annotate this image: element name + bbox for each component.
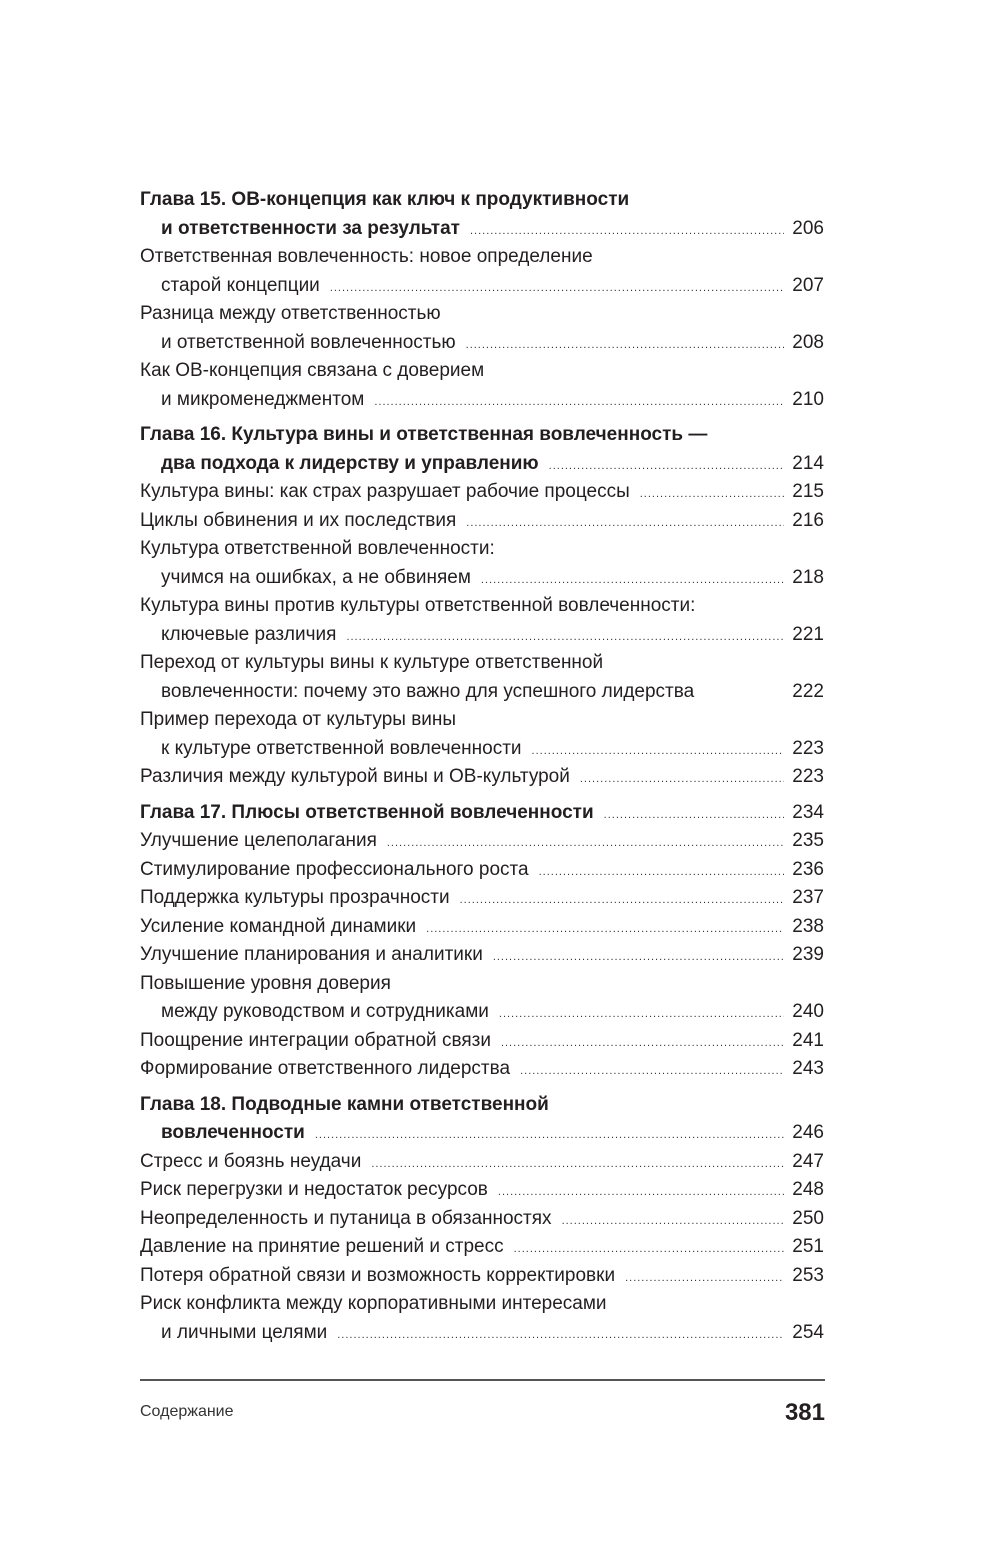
- toc-entry-title: Стимулирование профессионального роста: [140, 858, 529, 880]
- toc-page-number: 223: [792, 766, 824, 787]
- toc-page-number: 250: [792, 1207, 824, 1229]
- toc-section-entry[interactable]: [140, 856, 824, 885]
- toc-section-entry[interactable]: [140, 884, 824, 913]
- dot-leader: [315, 1121, 784, 1150]
- toc-entry-title: Улучшение планирования и аналитики: [140, 944, 483, 965]
- toc-page-number: 214: [792, 452, 824, 474]
- toc-page-number: 246: [792, 1122, 824, 1143]
- toc-entry-title: Глава 18. Подводные камни ответственной: [140, 1093, 549, 1115]
- toc-entry-title: Пример перехода от культуры вины: [140, 709, 457, 730]
- toc-entry-title: между руководством и сотрудниками: [161, 1001, 489, 1022]
- toc-entry-line: [140, 386, 824, 415]
- table-of-contents: [140, 186, 824, 1347]
- dot-leader: [460, 886, 785, 915]
- toc-entry-line: [140, 1233, 824, 1262]
- toc-page-number: 237: [792, 887, 824, 908]
- toc-page-number: 236: [792, 858, 824, 880]
- toc-section-entry[interactable]: [140, 1205, 824, 1234]
- dot-leader: [466, 331, 785, 360]
- toc-section-entry[interactable]: [140, 649, 824, 706]
- toc-entry-title: два подхода к лидерству и управлению: [161, 452, 539, 474]
- toc-section-entry[interactable]: [140, 763, 824, 792]
- toc-page-number: 223: [792, 737, 824, 759]
- toc-page-number: 208: [792, 331, 824, 353]
- dot-leader: [481, 566, 784, 595]
- toc-entry-line: [140, 1091, 824, 1120]
- toc-page-number: 215: [792, 481, 824, 502]
- dot-leader: [466, 509, 784, 538]
- toc-chapter-group: [140, 421, 824, 792]
- toc-entry-title: старой концепции: [161, 274, 320, 296]
- dot-leader: [580, 765, 784, 794]
- toc-entry-line: [140, 827, 824, 856]
- dot-leader: [604, 801, 785, 830]
- toc-entry-line: [140, 357, 824, 386]
- toc-entry-line: [140, 763, 824, 792]
- toc-chapter-group: [140, 799, 824, 1084]
- dot-leader: [532, 737, 785, 766]
- toc-entry-line: [140, 535, 824, 564]
- toc-page-number: 218: [792, 566, 824, 588]
- toc-section-entry[interactable]: [140, 1176, 824, 1205]
- toc-entry-line: [140, 970, 824, 999]
- toc-entry-line: [140, 1027, 824, 1056]
- toc-section-entry[interactable]: [140, 243, 824, 300]
- toc-entry-title: Глава 17. Плюсы ответственной вовлеченности: [140, 801, 594, 823]
- toc-entry-title: и личными целями: [161, 1321, 328, 1343]
- toc-entry-title: Глава 16. Культура вины и ответственная вовлеченность —: [140, 424, 708, 445]
- toc-entry-line: [140, 300, 824, 329]
- toc-entry-line: [140, 450, 824, 479]
- toc-entry-title: к культуре ответственной вовлеченности: [161, 737, 522, 759]
- dot-leader: [499, 1000, 784, 1029]
- dot-leader: [625, 1264, 784, 1293]
- toc-section-entry[interactable]: [140, 941, 824, 970]
- dot-leader: [498, 1178, 784, 1207]
- toc-entry-line: [140, 507, 824, 536]
- toc-page-number: 207: [792, 274, 824, 296]
- toc-page-number: 238: [792, 915, 824, 937]
- toc-entry-line: [140, 1290, 824, 1319]
- toc-entry-title: Риск конфликта между корпоративными интересами: [140, 1293, 607, 1314]
- dot-leader: [501, 1029, 784, 1058]
- toc-entry-title: Усиление командной динамики: [140, 915, 417, 937]
- toc-entry-line: [140, 1205, 824, 1234]
- dot-leader: [562, 1207, 785, 1236]
- toc-page-number: 222: [792, 680, 824, 702]
- toc-entry-line: [140, 621, 824, 650]
- toc-entry-title: и микроменеджментом: [161, 388, 365, 410]
- toc-entry-line: [140, 913, 824, 942]
- toc-page-number: 247: [792, 1150, 824, 1172]
- toc-chapter-group: [140, 186, 824, 414]
- toc-entry-line: [140, 186, 824, 215]
- toc-entry-line: [140, 706, 824, 735]
- toc-entry-title: Улучшение целеполагания: [140, 830, 377, 851]
- dot-leader: [470, 217, 784, 246]
- toc-chapter-group: [140, 1091, 824, 1348]
- toc-entry-line: [140, 1262, 824, 1291]
- toc-chapter-entry[interactable]: [140, 1091, 824, 1148]
- toc-entry-title: вовлеченности: почему это важно для успешного лидерства: [161, 680, 695, 702]
- toc-entry-title: Культура вины: как страх разрушает рабочие процессы: [140, 481, 630, 502]
- toc-entry-line: [140, 1319, 824, 1348]
- toc-section-entry[interactable]: [140, 1027, 824, 1056]
- toc-entry-line: [140, 1148, 824, 1177]
- dot-leader: [337, 1321, 784, 1350]
- dot-leader: [640, 480, 785, 509]
- footer-divider: [140, 1379, 825, 1381]
- toc-chapter-entry[interactable]: [140, 799, 824, 828]
- toc-section-entry[interactable]: [140, 1290, 824, 1347]
- toc-page-number: 254: [792, 1321, 824, 1343]
- toc-section-entry[interactable]: [140, 507, 824, 536]
- dot-leader: [330, 274, 784, 303]
- toc-entry-title: Переход от культуры вины к культуре ответственной: [140, 652, 604, 673]
- running-footer-section: Содержание: [140, 1403, 234, 1420]
- dot-leader: [520, 1057, 784, 1086]
- toc-entry-line: [140, 1119, 824, 1148]
- toc-entry-line: [140, 1055, 824, 1084]
- toc-entry-title: Потеря обратной связи и возможность корректировки: [140, 1264, 616, 1286]
- toc-entry-line: [140, 592, 824, 621]
- toc-entry-line: [140, 243, 824, 272]
- toc-entry-line: [140, 215, 824, 244]
- toc-entry-title: Циклы обвинения и их последствия: [140, 509, 457, 531]
- toc-entry-title: Повышение уровня доверия: [140, 972, 391, 994]
- toc-entry-title: Культура вины против культуры ответственной вовлеченности:: [140, 595, 696, 616]
- toc-entry-title: Поощрение интеграции обратной связи: [140, 1029, 491, 1051]
- dot-leader: [549, 452, 785, 481]
- toc-entry-title: ключевые различия: [161, 623, 337, 645]
- toc-page-number: 210: [792, 388, 824, 410]
- toc-section-entry[interactable]: [140, 827, 824, 856]
- page-number: 381: [784, 1399, 825, 1426]
- toc-entry-line: [140, 998, 824, 1027]
- dot-leader: [493, 943, 784, 972]
- toc-section-entry[interactable]: [140, 913, 824, 942]
- toc-entry-title: Ответственная вовлеченность: новое определение: [140, 246, 593, 267]
- toc-entry-line: [140, 421, 824, 450]
- dot-leader: [374, 388, 784, 417]
- toc-page-number: 234: [792, 801, 824, 823]
- toc-page-number: 241: [792, 1029, 824, 1051]
- toc-page-number: 239: [792, 944, 824, 965]
- toc-section-entry[interactable]: [140, 1055, 824, 1084]
- toc-page-number: 206: [792, 217, 824, 239]
- toc-entry-title: вовлеченности: [161, 1122, 305, 1143]
- toc-entry-title: Как ОВ-концепция связана с доверием: [140, 360, 485, 381]
- toc-entry-title: Риск перегрузки и недостаток ресурсов: [140, 1179, 488, 1200]
- toc-entry-title: Стресс и боязнь неудачи: [140, 1150, 362, 1172]
- toc-entry-line: [140, 735, 824, 764]
- toc-entry-title: и ответственности за результат: [161, 217, 460, 239]
- toc-entry-line: [140, 1176, 824, 1205]
- toc-entry-line: [140, 678, 824, 707]
- toc-section-entry[interactable]: [140, 357, 824, 414]
- toc-page-number: 248: [792, 1179, 824, 1200]
- toc-page-number: 216: [792, 509, 824, 531]
- toc-entry-line: [140, 799, 824, 828]
- toc-entry-line: [140, 478, 824, 507]
- toc-section-entry[interactable]: [140, 1148, 824, 1177]
- toc-chapter-entry[interactable]: [140, 421, 824, 478]
- toc-section-entry[interactable]: [140, 300, 824, 357]
- toc-page-number: 221: [792, 623, 824, 645]
- toc-section-entry[interactable]: [140, 535, 824, 592]
- toc-entry-line: [140, 329, 824, 358]
- toc-entry-line: [140, 564, 824, 593]
- toc-section-entry[interactable]: [140, 1233, 824, 1262]
- toc-entry-title: Поддержка культуры прозрачности: [140, 887, 450, 908]
- toc-entry-title: Давление на принятие решений и стресс: [140, 1236, 504, 1257]
- toc-entry-title: учимся на ошибках, а не обвиняем: [161, 566, 471, 588]
- toc-entry-line: [140, 272, 824, 301]
- toc-page-number: 235: [792, 830, 824, 851]
- toc-section-entry[interactable]: [140, 970, 824, 1027]
- dot-leader: [514, 1235, 785, 1264]
- dot-leader: [539, 858, 785, 887]
- toc-page-number: 253: [792, 1264, 824, 1286]
- toc-section-entry[interactable]: [140, 478, 824, 507]
- toc-page-number: 243: [792, 1058, 824, 1079]
- toc-entry-title: Различия между культурой вины и ОВ-культурой: [140, 766, 570, 787]
- toc-entry-title: Глава 15. ОВ-концепция как ключ к продуктивности: [140, 189, 630, 210]
- toc-section-entry[interactable]: [140, 1262, 824, 1291]
- toc-entry-title: Разница между ответственностью: [140, 303, 441, 324]
- toc-section-entry[interactable]: [140, 706, 824, 763]
- toc-entry-line: [140, 941, 824, 970]
- toc-page-number: 251: [792, 1236, 824, 1257]
- dot-leader: [371, 1150, 784, 1179]
- toc-entry-line: [140, 649, 824, 678]
- toc-section-entry[interactable]: [140, 592, 824, 649]
- toc-chapter-entry[interactable]: [140, 186, 824, 243]
- dot-leader: [346, 623, 784, 652]
- toc-entry-title: Формирование ответственного лидерства: [140, 1058, 511, 1079]
- toc-entry-title: Неопределенность и путаница в обязанностях: [140, 1207, 552, 1229]
- toc-entry-title: Культура ответственной вовлеченности:: [140, 538, 495, 559]
- toc-entry-line: [140, 856, 824, 885]
- dot-leader: [426, 915, 784, 944]
- toc-entry-line: [140, 884, 824, 913]
- toc-page-number: 240: [792, 1001, 824, 1022]
- dot-leader: [387, 829, 784, 858]
- toc-entry-title: и ответственной вовлеченностью: [161, 331, 456, 353]
